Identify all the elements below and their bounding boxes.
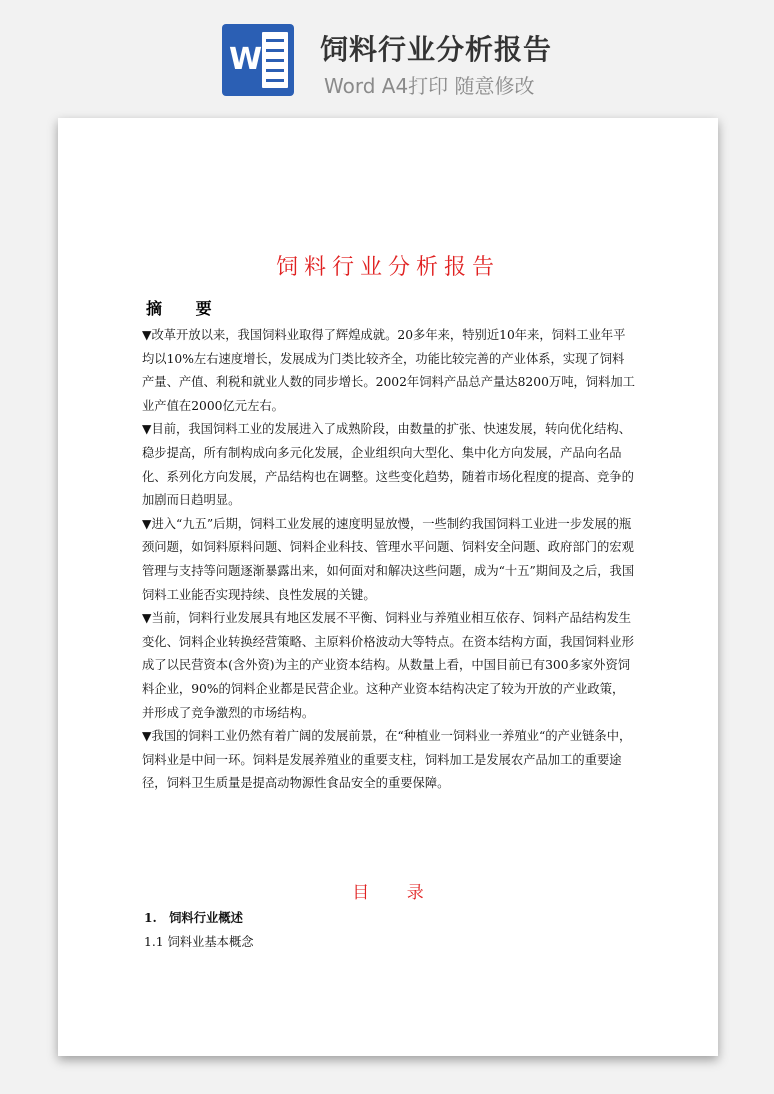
abstract-paragraph: ▼当前，饲料行业发展具有地区发展不平衡、饲料业与养殖业相互依存、饲料产品结构发生变化、饲料企业转换经营策略、主原料价格波动大等特点。在资本结构方面，我国饲料业形成了以民营资本(含外资)为主的产业资本结构。从数量上看，中国目前已有300多家外资饲料企业，90%的饲料企业都是民营企业。这种产业资本结构决定了较为开放的产业政策，并形成了竞争激烈的市场结构。 <box>142 611 634 720</box>
toc-heading: 目 录 <box>352 883 440 903</box>
banner-title: 饲料行业分析报告 <box>320 33 553 66</box>
header-banner <box>0 0 774 118</box>
toc-item: 1. 饲料行业概述 <box>144 910 243 925</box>
word-icon-letter: W <box>229 42 263 77</box>
toc-item: 1.1 饲料业基本概念 <box>144 935 254 949</box>
word-doc-icon <box>222 24 294 96</box>
abstract-heading: 摘 要 <box>146 299 226 318</box>
document-page <box>58 118 718 1056</box>
document-title: 饲料行业分析报告 <box>275 255 500 280</box>
abstract-body <box>142 324 636 796</box>
banner-subtitle: Word A4打印 随意修改 <box>324 74 535 98</box>
word-icon-page <box>262 32 288 88</box>
abstract-paragraph: ▼我国的饲料工业仍然有着广阔的发展前景，在“种植业一饲料业一养殖业“的产业链条中，饲料业是中间一环。饲料是发展养殖业的重要支柱，饲料加工是发展农产品加工的重要途径，饲料卫生质量是提高动物源性食品安全的重要保障。 <box>142 729 632 791</box>
abstract-paragraph: ▼进入“九五”后期，饲料工业发展的速度明显放慢，一些制约我国饲料工业进一步发展的瓶颈问题，如饲料原料问题、饲料企业科技、管理水平问题、饲料安全问题、政府部门的宏观管理与支持等问题逐渐暴露出来，如何面对和解决这些问题，成为“十五”期间及之后，我国饲料工业能否实现持续、良性发展的关键。 <box>142 516 635 602</box>
abstract-paragraph: ▼改革开放以来，我国饲料业取得了辉煌成就。20多年来，特别近10年来，饲料工业年平均以10%左右速度增长，发展成为门类比较齐全，功能比较完善的产业体系，实现了饲料产量、产值、利税和就业人数的同步增长。2002年饲料产品总产量达8200万吨，饲料加工业产值在2000亿元左右。 <box>142 328 635 413</box>
abstract-paragraph: ▼目前，我国饲料工业的发展进入了成熟阶段，由数量的扩张、快速发展，转向优化结构、稳步提高，所有制构成向多元化发展，企业组织向大型化、集中化方向发展，产品向名品化、系列化方向发展，产品结构也在调整。这些变化趋势，随着市场化程度的提高、竞争的加剧而日趋明显。 <box>142 422 634 508</box>
